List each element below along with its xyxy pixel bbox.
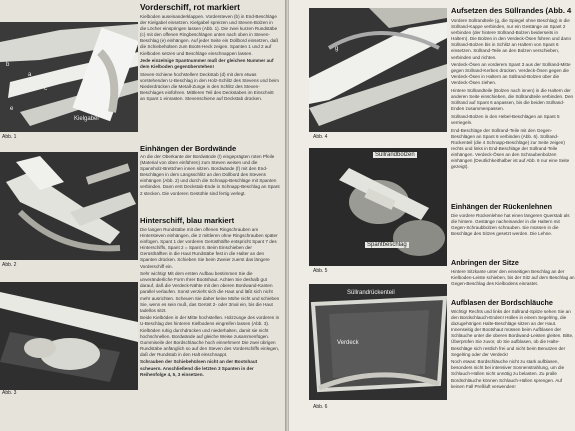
text-sullrand [451,18,575,198]
caption-abb-3: Abb. 3 [2,390,17,396]
text-bordschlaeuche [451,309,575,429]
para-sullrand-4: Süllrand-Bolzen in den Hebel-Beschlägen an Spant 5 verriegeln. [451,113,560,125]
para-hinterschiff-4: Schrauben der Schiebehülsen nicht an der Bootshaut scheuern. Anschließend die letzten 3 Spanten in der Reihenfolge 4, 5, 3 einsetzen. [140,359,258,377]
heading-bordwaende: Einhängen der Bordwände [140,144,237,153]
heading-bordschlaeuche: Aufblasen der Bordschläuche [451,298,553,307]
label-e: e [10,106,14,112]
para-vorderschiff-1: Kielboden auseinanderklappen. Vordersteven (b) in End-Beschläge der Kielgabel einsetzen. Kielgabel spreizen und Steven-Bolzen in die Löcher einspringen lassen (Abb. 1). Die zwei kurzen Rundstäbe (c) mit den offenen Ringbeschlägen unten nach oben in Steven-Beschlag (e) einhängen. Auf jeder Seite ein Dollbord einsetzen, daß die Schiebehülsen zum Boots-Heck zeigen. Spanten 1 und 2 auf Kielboden setzen und Beschläge einschnappen lassen. [140,14,279,56]
photo-abb-2 [0,152,138,260]
para-sullrand-2: Verdeck-Ösen an vorderem Spant 3 aus der Süllrand-Mitte gegen Süllrand-Kerben drücken. Verdeck-Ösen gegen die Verdeck-Ösen in Haltern an Süllrand-Bolzen über die Verdeck-Ösen ziehen. [451,62,571,86]
photo-abb-6-illustration [309,284,447,400]
text-hinterschiff [140,227,280,427]
caption-abb-6: Abb. 6 [313,404,328,410]
para-hinterschiff-3: Beide Kielböden in der Mitte hochstellen. Holzzunge des vorderen in U-Beschlag des hinteren Kielbodens eingreifen lassen (Abb. 3). Kielböden ruhig durchdrücken und niederhalten, damit sie nicht hochschnellen. Bordwände auf gleiche Weise zusammenfügen. Gummiseile der Bordschläuche hoch einnehmen! Die zwei übrigen Rundstäbe anfänglich so auf den Steven des Vorderschiffs einlegen, daß der Rundstab in den Halt einschnappt. [140,315,280,357]
photo-abb-1 [0,22,138,132]
text-rueckenlehnen [451,213,575,251]
label-c: c [44,86,47,92]
caption-abb-4: Abb. 4 [313,134,328,140]
text-bordwaende [140,154,280,210]
para-bordschlaeuche-1: Wichtig! Rechts und links der Süllrand-Spitze sehen Sie an den Bordschlauch-Enden! Hüllen in einem Segelring, die dazugehörigen Halte-Beschläge sitzen an der Haut. Innenseitig der Bootshaut müssen beim Aufblasen der Schläuche unter die oberen Bordwand-Leisten gleiten. Bitte, Überprüfen Sie zuvor, ob Sie aufblasen, ob die Halte-Beschläge sich restlich frei und nicht beim Benutzen der Segelring oder der Verdeck! [451,309,574,357]
photo-abb-6 [309,284,447,400]
photo-abb-2-illustration [0,152,138,260]
para-bordwaende-1: An die der Oberkante der Bordwände (!) eingeprägten roten Pfeile (Material von oben einführen) zum Steven weisen und die Spannholz-Brettchen innen sitzen. Bordwände (f) mit den End-Beschlägen in dem Längsschlitz an den Dollbord des Stevens einhängen (Abb. 2) und durch die Schnapp-Beschläge mit Spanten verbinden. Dann erst Deckstab-Ende in Schnapp-Beschlag an Spant 2 stecken. Die vorderen Gestühle sind fertig verlegt. [140,154,280,196]
text-vorderschiff [140,14,280,138]
caption-abb-2: Abb. 2 [2,262,17,268]
photo-abb-4 [309,8,447,132]
label-spantbeschlag: Spantbeschlag [367,242,407,248]
para-hinterschiff-2: Sehr wichtig! Mit dem ersten Aufbau bestimmen Sie die unveränderliche Form Ihrer Bootshaut. Achten Sie deshalb gut darauf, daß die Verdeck-Nähte mit den oberen Bordwand-Kanten parallel verlaufen. Sonst verzieht sich die Haut und läßt sich nicht mehr ausrichten. Scheuen Sie daher keine Mühe nicht und schieben Sie, wenn es sein muß, das Gerüst 2- oder 3mal ein, bis die Haut tadellos sitzt. [140,271,280,313]
photo-abb-3-illustration [0,282,138,390]
label-g: g [335,46,339,52]
photo-abb-5 [309,148,447,266]
label-sullrandruckenteil: Süllrandrückenteil [347,290,395,296]
para-sullrand-3: Hintere Süllrandteile (Bolzen nach innen) in die Haltern der anderen Seite einschieben, die Süllrandteile verbinden. Den Süllrand auf Spant 6 anpassen, bis die beiden Süllrand-Enden zusammenpassen. [451,88,574,112]
label-kielgabel: Kielgabel [74,116,99,122]
label-sullrandbolzen: Süllrandbolzen [375,152,415,158]
photo-abb-4-illustration [309,8,447,132]
para-sitze-1: Hintere Sitzkante unter den einseitigen Beschlag an der Kielboden-Leiste schieben, bis der Sitz auf dem Beschlag an Gegen-Beschlag des Kielbodens einrastet. [451,269,575,287]
heading-rueckenlehnen: Einhängen der Rückenlehnen [451,202,553,211]
right-page [289,0,575,431]
para-vorderschiff-3: Steven-Schiene hochstellen! Deckstab (d) mit dem etwas vorstehenden U-Beschlag in den Holz-Schlitz des Stevens und beim Niederdrücken die Metall-Zunge in den Schlitz des Steven-Beschlages einführen. Mittleren Teil des Deckstabes im Einschnitt an Spant 1 einrasten. Stevenschiene auf Deckstab drücken. [140,71,279,102]
label-verdeck: Verdeck [337,340,359,346]
para-bordschlaeuche-2: Noch etwas: Bordschläuche nicht zu stark aufblasen, besonders nicht bei intensiver Sonnenstrahlung, um die Schlauch-Hüllen nicht unnötig zu belasten. Zu pralle Bordschläuche können Schlauch-Hüllen sprengen. Auf keinen Fall Preßluft verwenden! [451,359,565,389]
photo-abb-3 [0,282,138,390]
label-a: a [28,72,32,78]
para-sullrand-1: Vordere Süllrandteile (g, die Spiegel ohne Beschlag) in die Süllrand-Kappe verbinden, nur ein Gestänge an Spant 2 verbinden (der hintere Süllrand-Bolzen beiderseits in Haltern). Die Bolzen in den Verdeck-Ösen führen und dann Süllrand-Bolzen bis in Schlitz an Haltern von Spant 6 einsetzen. Süllrand-Teile an den Bolzen verschieben, verbinden und richten. [451,18,572,60]
caption-abb-1: Abb. 1 [2,134,17,140]
heading-sullrand: Aufsetzen des Süllrandes (Abb. 4 [451,6,572,15]
para-sullrand-5: End-Beschläge der Süllrand-Teile mit den Gegen-Beschlägen an Spant 6 verbinden (Abb. 6). Süllrand-Rückenteil (die 4 Schnapp-Beschläge) zur Seite zeigen) rechts und links in End-Beschläge der Süllrand-Teile einhängen. Verdeck-Ösen an den Schraubenbolzen einhängen (Deutlichkeithalber ist auf Abb. 6 nur eine Seite gezeigt). [451,127,570,170]
left-page [0,0,286,431]
label-b: b [6,62,10,68]
photo-abb-1-illustration [0,22,138,132]
caption-abb-5: Abb. 5 [313,268,328,274]
para-hinterschiff-1: Die langen Rundstäbe mit den offenen Ringschrauben am Hintersteven einhängen, die 2 mittleren ohne Ringschrauben später einfügen. Spant 1 der vorderen Gerüsthälfte entspricht Spant 7 des Hinterschiffs, Spant 2 = Spant 6. Beim Einschieben der Gerüsthälften in die Haut Rundstäbe fest in die Halter an den Spanten drücken. Schieben Sie beim Zweier zuerst das längere Vorderschiff ein. [140,227,278,269]
heading-vorderschiff: Vorderschiff, rot markiert [140,2,240,12]
heading-hinterschiff: Hinterschiff, blau markiert [140,216,235,225]
heading-sitze: Anbringen der Sitze [451,258,519,267]
photo-abb-5-illustration [309,148,447,266]
text-sitze [451,269,575,293]
para-rueckenlehnen-1: Die vordere Rückenlehne hat einen längeren Querstab als die hintere. Gestänge nacheinander in die Haltern mit Gegen-Schraubbolzen schrauben. Sie müssen in die Beschläge des Sitzes gesetzt werden. Die Lehne. [451,213,570,237]
para-vorderschiff-2: Jede einzelnige Spantnummer muß der gleichen Nummer auf dem Kielboden gegenüberstehen! [140,58,274,70]
label-g-2: g [395,38,399,44]
